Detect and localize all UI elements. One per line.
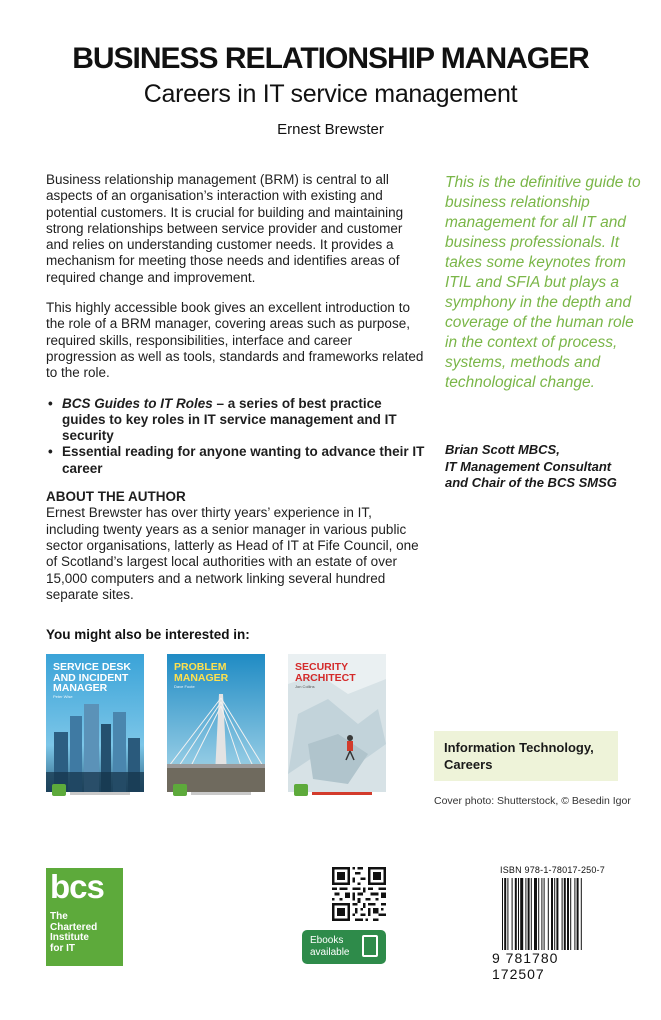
related-book-author: Dave Foote [174,684,195,689]
feature-item [46,444,426,477]
book-title: BUSINESS RELATIONSHIP MANAGER [72,42,589,75]
tagline-line: Chartered [50,921,98,933]
category-line-1: Information Technology, [444,740,594,755]
related-book-cover[interactable] [288,654,386,806]
feature-item [46,396,426,445]
about-author-text: Ernest Brewster has over thirty years’ experience in IT, including twenty years as a senior manager in various public sector organisations, latterly as Head of IT at Fife Council, one of Scotland’s largest local authorities with an estate of over 15,000 computers and a network linking several hundred separate sites. [46,505,419,602]
related-heading: You might also be interested in: [46,627,250,642]
endorser-role: IT Management Consultant [445,458,612,474]
related-book-title: PROBLEM MANAGER [174,661,229,684]
ean-number: 9 781780 172507 [492,950,559,982]
description-column [46,172,426,603]
related-book-author: Peter Wise [53,694,73,699]
description-paragraph-1: Business relationship management (BRM) is central to all aspects of an organisation’s interaction with existing and potential customers. It is crucial for building and maintaining strong relationships between service provider and customer and relies on understanding customer needs. It provides a mechanism for meeting those needs and identifies areas of required change and improvement. [46,172,404,285]
bcs-logo [46,868,123,966]
book-subtitle: Careers in IT service management [143,80,518,108]
bcs-mini-icon [173,784,187,796]
book-author: Ernest Brewster [277,121,384,138]
series-strip [312,792,372,795]
related-book-title: SECURITY ARCHITECT [295,661,356,684]
cover-photo-credit: Cover photo: Shutterstock, © Besedin Igor [434,795,631,807]
feature-list [46,396,426,477]
description-paragraph-2: This highly accessible book gives an excellent introduction to the role of a BRM manager, covering areas such as purpose, required skills, responsibilities, interface and career progression as well as tools, standards and frameworks related to the role. [46,300,424,381]
about-author-heading: ABOUT THE AUTHOR [46,489,186,505]
bcs-mini-icon [52,784,66,796]
series-strip [191,792,251,795]
feature-text: – a series of best practice guides to key roles in IT service management and IT security [62,395,397,444]
ebooks-available-badge[interactable] [302,930,386,964]
ebook-reader-icon [362,935,378,957]
ebooks-line-2: available [310,947,350,958]
endorsement-quote: This is the definitive guide to business relationship management for all IT and business professionals. It takes some keynotes from ITIL and SFIA but plays a symphony in the depth and coverage of the human role in the context of process, systems, methods and technological change. [445,174,641,391]
related-book-cover[interactable] [167,654,265,806]
ebooks-line-1: Ebooks [310,935,344,946]
endorsement-attribution [445,442,645,492]
endorser-name: Brian Scott MBCS, [445,442,560,457]
feature-text: Essential reading for anyone wanting to advance their IT career [62,444,425,476]
bcs-logo-word: bcs [50,868,104,905]
tagline-line: Institute [50,932,89,943]
related-book-author: Jon Collins [295,684,315,689]
series-strip [70,792,130,795]
category-line-2: Careers [444,757,493,772]
isbn-barcode-block [488,862,614,982]
isbn-label: ISBN 978-1-78017-250-7 [500,865,605,875]
tagline-line: The [50,911,68,922]
related-book-cover[interactable] [46,654,144,806]
series-name: BCS Guides to IT Roles [62,395,213,411]
bcs-mini-icon [294,784,308,796]
related-book-title: SERVICE DESK AND INCIDENT MANAGER [53,661,131,694]
qr-code-icon[interactable] [332,867,386,921]
subject-category-box [434,731,618,781]
tagline-line: for IT [50,942,75,954]
barcode-icon [502,878,614,954]
endorser-org: and Chair of the BCS SMSG [445,475,617,490]
bcs-logo-tagline [50,912,97,954]
